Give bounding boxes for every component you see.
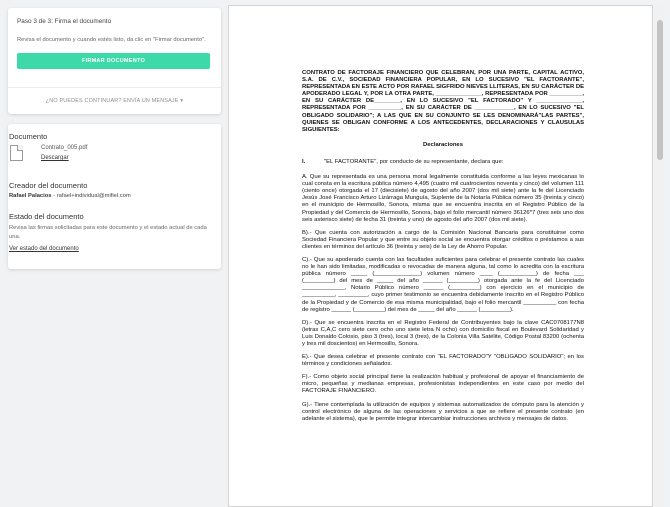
creator-name: Rafael Palacios	[9, 193, 52, 199]
paragraph-d: D).- Que se encuentra inscrita en el Registro Federal de Contribuyentes bajo la clave CAC0708177N8 (letras C,A,C cero siete cero ocho uno siete letra N ocho) con domicilio fiscal en Boulevard Solidaridad y Luis Donaldo Colosio, piso 3 (tres), local 3 (tres), de la Colonia Villa Satélite, Código Postal 83200 (ochenta y tres mil doscientos) en Hermosillo, Sonora.	[302, 319, 584, 347]
sign-step-card	[8, 8, 221, 114]
send-message-label: ¿NO PUEDES CONTINUAR? ENVÍA UN MENSAJE	[45, 98, 179, 104]
paragraph-a: A. Que su representada es una persona moral legalmente constituida conforme a las leyes mexicanas lo cual consta en la escritura pública número 4,495 (cuatro mil cuatrocientos noventa y cinco) del volumen 111 (ciento once) otorgada el 17 (diecisiete) de agosto del año 2007 (dos mil siete) ante la fe del Licenciado Jesús José Francisco Arturo Lizárraga Munguía, Suplente de la Notaría Pública número 35 (treinta y cinco) en el municipio de Hermosillo, Sonora, misma que se encuentra inscrita en el Registro Público de la Propiedad y del Comercio de Hermosillo, Sonora, bajo el folio mercantil número 36126*7 (tres seis uno dos seis asterisco siete) de fecha 31 (treinta y uno) de agosto del año 2007 (dos mil siete).	[302, 174, 584, 223]
status-heading: Estado del documento	[9, 212, 84, 221]
send-message-link[interactable]	[8, 98, 221, 104]
download-link[interactable]: Descargar	[41, 155, 69, 161]
document-page	[302, 70, 584, 429]
contract-intro: CONTRATO DE FACTORAJE FINANCIERO QUE CELEBRAN, POR UNA PARTE, CAPITAL ACTIVO, S.A. DE C.V., SOCIEDAD FINANCIERA POPULAR, EN LO SUCESIVO "EL FACTORANTE", REPRESENTADA EN ESTE ACTO POR RAFAEL SIGFRIDO NIEVES LLITERAS, EN SU CARÁCTER DE APODERADO LEGAL Y, POR LA OTRA PARTE, ______________, REPRESENTADA POR __________, EN SU CARÁCTER DE________, EN LO SUCESIVO "EL FACTORADO" Y ______________, REPRESENTADA POR __________, EN SU CARÁCTER DE ____________, EN LO SUCESIVO "EL OBLIGADO SOLIDARIO"; A LAS QUE EN SU CONJUNTO SE LES DENOMINARÁ"LAS PARTES", QUIENES SE OBLIGAN CONFORME A LOS ANTECEDENTES, DECLARACIONES Y CLAUSULAS SIGUIENTES:	[302, 70, 585, 133]
paragraph-g: G).- Tiene contemplada la utilización de equipos y sistemas automatizados de cómputo para la atención y control electrónico de alguna de las operaciones y servicios a que se refiere el presente contrato (en adelante el sistema), que le permite integrar intercambiar instrucciones archivos y mensajes de datos.	[302, 401, 584, 422]
creator-info	[9, 193, 131, 199]
step-title: Paso 3 de 3: Firma el documento	[17, 18, 112, 25]
section-i	[302, 159, 584, 166]
file-name: Contrato_005.pdf	[41, 145, 88, 151]
paragraph-c: C).- Que su apoderado cuenta con las facultades suficientes para celebrar el presente contrato las cuales no le han sido limitadas, modificadas o revocadas de manera alguna, tal como lo acredita con la escritura pública número _____ (______________) volumen número ____ (___________) de fecha ___ (_________) del mes de _____ del año ______ (_________) otorgada ante la fe del Licenciado _____________, Notario Público número ______ (_________) con ejercicio en el municipio de __________, _________, cuyo primer testimonio se encuentra debidamente inscrito en el Registro Público de la Propiedad y de Comercio de esa misma municipalidad, bajo el folio mercantil __________ con fecha de registro ______ (_________) del mes de _____ del año ______ (_________).	[302, 256, 584, 313]
view-status-link[interactable]: Ver estado del documento	[9, 246, 79, 252]
sign-document-button[interactable]: FIRMAR DOCUMENTO	[17, 53, 210, 69]
creator-heading: Creador del documento	[9, 181, 88, 190]
status-description: Revisa las firmas solicitadas para este documento y el estado actual de cada una.	[9, 225, 207, 240]
step-description: Revisa el documento y cuando estés listo, da clic en "Firmar documento".	[17, 37, 206, 43]
paragraph-e: E).- Que desea celebrar el presente contrato con "EL FACTORADO"Y "OBLIGADO SOLIDARIO"; en los términos y condiciones señalados.	[302, 354, 584, 368]
declarations-heading: Declaraciones	[423, 141, 463, 148]
scrollbar-thumb[interactable]	[657, 20, 663, 160]
section-i-text: "EL FACTORANTE", por conducto de su representante, declara que:	[324, 158, 504, 165]
paragraph-b: B).- Que cuenta con autorización a cargo de la Comisión Nacional Bancaria para constituirse como Sociedad Financiera Popular y que entre su objeto social se encuentra otorgar créditos o préstamos a sus clientes en términos del artículo 36 (treinta y seis) de la Ley de Ahorro Popular.	[302, 229, 584, 250]
chevron-down-icon: ▾	[180, 98, 184, 104]
creator-email: - rafael+individual@mifiel.com	[51, 193, 131, 199]
section-i-number: I.	[302, 158, 306, 165]
divider	[8, 87, 221, 88]
document-heading: Documento	[9, 132, 48, 141]
file-icon	[10, 145, 23, 161]
paragraph-f: F).- Como objeto social principal tiene la realización habitual y profesional de apoyar el financiamiento de micro, pequeñas y medianas empresas, profesionistas independientes en este caso por medio del FACTORAJE FINANCIERO.	[302, 374, 584, 395]
